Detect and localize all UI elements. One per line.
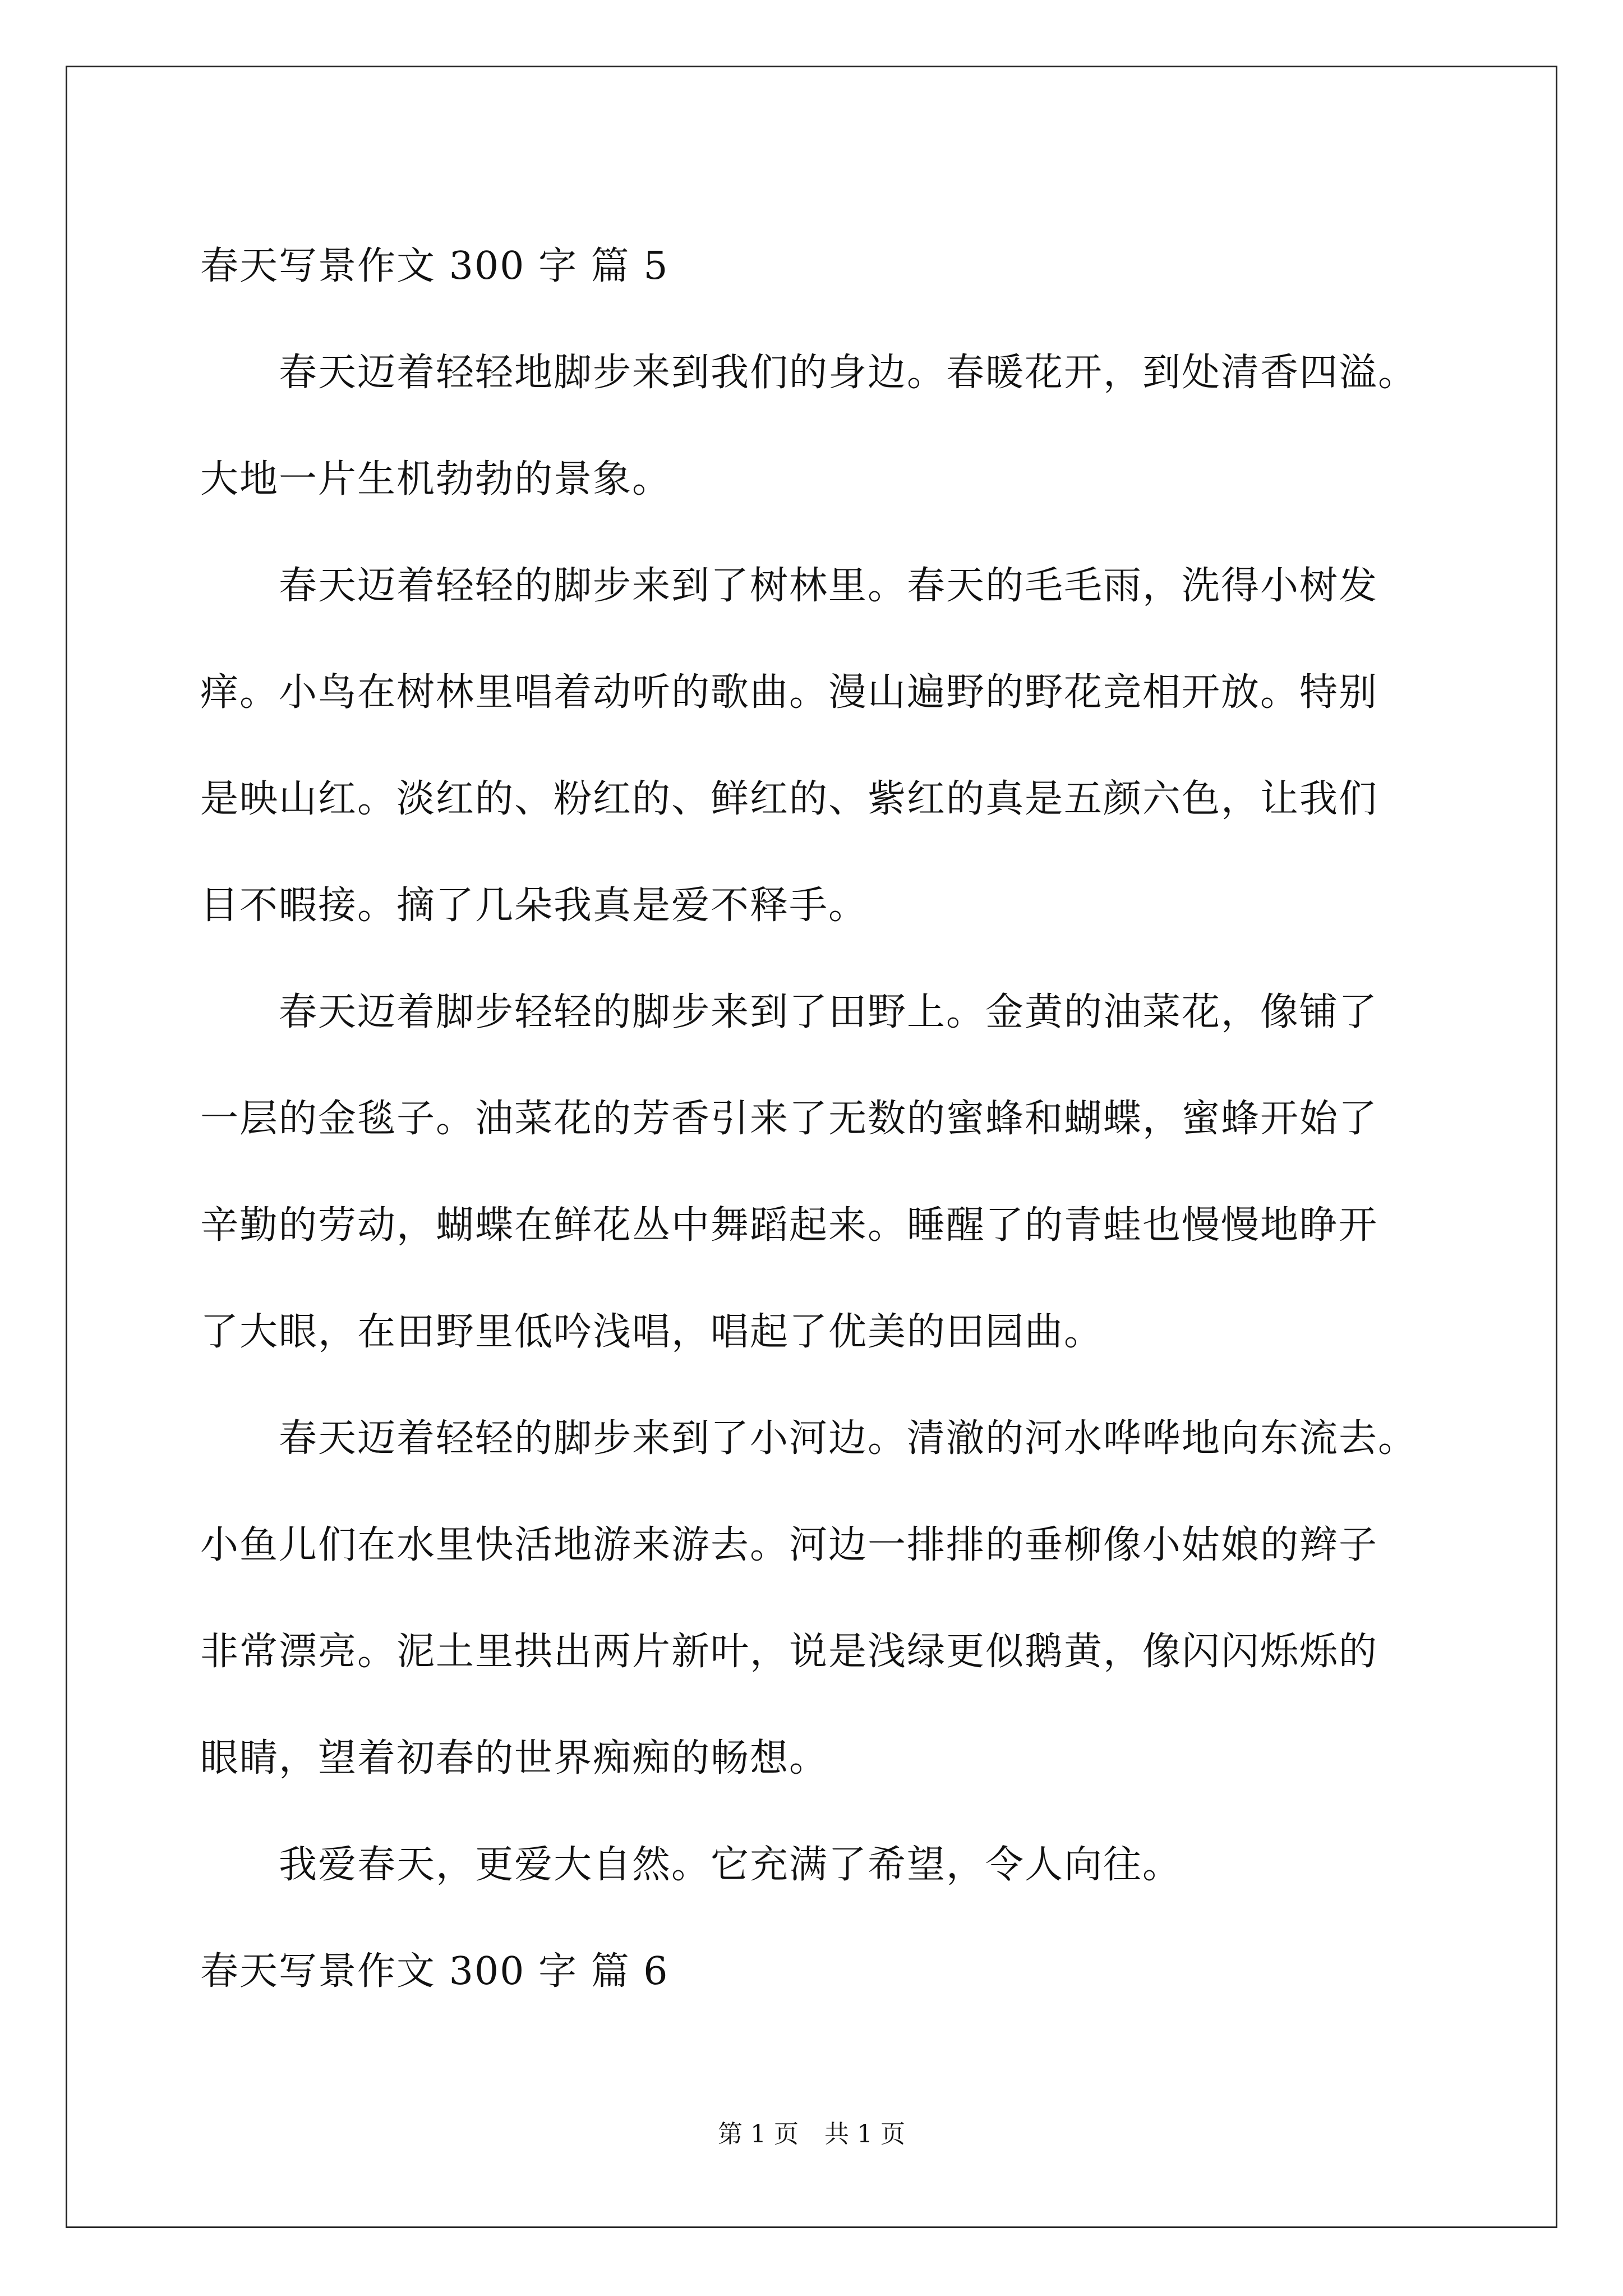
paragraph-line: 一层的金毯子。油菜花的芳香引来了无数的蜜蜂和蝴蝶，蜜蜂开始了 — [200, 1097, 1378, 1141]
document-body — [200, 213, 1462, 2025]
page-footer — [0, 2118, 1623, 2151]
heading-article-6: 春天写景作文 300 字 篇 6 — [200, 1949, 669, 1994]
heading-article-5: 春天写景作文 300 字 篇 5 — [200, 244, 669, 288]
page-number: 第 1 页 — [718, 2120, 799, 2148]
paragraph-line: 目不暇接。摘了几朵我真是爱不释手。 — [200, 884, 868, 928]
paragraph-line: 了大眼，在田野里低吟浅唱，唱起了优美的田园曲。 — [200, 1310, 1104, 1354]
paragraph-line: 春天迈着脚步轻轻的脚步来到了田野上。金黄的油菜花，像铺了 — [279, 990, 1378, 1034]
page-total: 共 1 页 — [824, 2120, 905, 2148]
paragraph-line: 大地一片生机勃勃的景象。 — [200, 457, 672, 501]
paragraph-line: 春天迈着轻轻地脚步来到我们的身边。春暖花开，到处清香四溢。 — [279, 351, 1418, 395]
paragraph-line: 眼睛，望着初春的世界痴痴的畅想。 — [200, 1736, 829, 1780]
paragraph-line: 小鱼儿们在水里快活地游来游去。河边一排排的垂柳像小姑娘的辫子 — [200, 1523, 1378, 1567]
paragraph-line: 是映山红。淡红的、粉红的、鲜红的、紫红的真是五颜六色，让我们 — [200, 777, 1378, 821]
paragraph-line: 春天迈着轻轻的脚步来到了小河边。清澈的河水哗哗地向东流去。 — [279, 1416, 1418, 1461]
paragraph-line: 痒。小鸟在树林里唱着动听的歌曲。漫山遍野的野花竞相开放。特别 — [200, 670, 1378, 715]
paragraph-line: 非常漂亮。泥土里拱出两片新叶，说是浅绿更似鹅黄，像闪闪烁烁的 — [200, 1630, 1378, 1674]
paragraph-line: 辛勤的劳动，蝴蝶在鲜花丛中舞蹈起来。睡醒了的青蛙也慢慢地睁开 — [200, 1203, 1378, 1248]
paragraph-line: 春天迈着轻轻的脚步来到了树林里。春天的毛毛雨，洗得小树发 — [279, 564, 1378, 608]
paragraph-line: 我爱春天，更爱大自然。它充满了希望，令人向往。 — [279, 1843, 1182, 1887]
